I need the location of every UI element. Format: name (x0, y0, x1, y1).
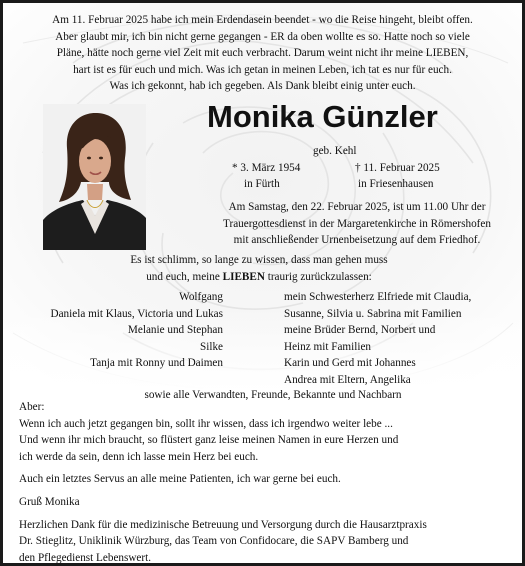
mourner-entry: Wolfgang (179, 291, 223, 303)
thanks-line: Dr. Stieglitz, Uniklinik Würzburg, das Team von Confidocare, die SAPV Bamberg und (19, 535, 409, 548)
service-line: Am Samstag, den 22. Februar 2025, ist um 11.00 Uhr der (228, 201, 486, 213)
thanks-line: Herzlichen Dank für die medizinische Betreuung und Versorgung durch die Hausarztpraxis (19, 518, 427, 531)
intro-line: hart ist es für euch und mich. Was ich getan in meinen Leben, ich tat es nur für euch. (73, 63, 452, 76)
closing-section (19, 399, 427, 566)
death-place: in Friesenhausen (358, 178, 434, 190)
service-line: mit anschließender Urnenbeisetzung auf dem Friedhof. (233, 234, 481, 247)
mourner-entry: Melanie und Stephan (127, 324, 223, 337)
mourner-entry: Silke (200, 340, 223, 353)
greeting: Gruß Monika (19, 495, 80, 508)
poem-line: Und wenn ihr mich braucht, so flüstert ganz leise meinen Namen in eure Herzen und (19, 434, 399, 447)
birth-date: * 3. März 1954 (232, 162, 301, 174)
intro-line: Aber glaubt mir, ich bin nicht gerne gegangen - ER da oben wollte es so. Hatte noch so viele (55, 30, 470, 43)
intro-text (3, 12, 522, 95)
death-date: † 11. Februar 2025 (355, 162, 440, 174)
intro-line: Was ich gekonnt, hab ich gegeben. Als Dank bleibt einig unter euch. (109, 80, 416, 93)
mourners-right-list (284, 289, 471, 389)
birth-place: in Fürth (244, 178, 280, 190)
deceased-name: Monika Günzler (207, 99, 438, 134)
poem-line: ich werde da sein, denn ich lasse mein Herz bei euch. (19, 450, 259, 463)
mourner-entry: Daniela mit Klaus, Victoria und Lukas (50, 307, 223, 320)
intro-line: Pläne, hätte noch gerne viel Zeit mit euch verbracht. Darum weint nicht ihr meine LIEBEN, (56, 47, 469, 60)
mourner-entry: mein Schwesterherz Elfriede mit Claudia, (284, 291, 472, 303)
service-info (181, 199, 525, 249)
mourner-entry: Tanja mit Ronny und Daimen (90, 357, 223, 370)
poem-line: Wenn ich auch jetzt gegangen bin, sollt ihr wissen, dass ich irgendwo weiter lebe ... (19, 417, 393, 430)
mourners-left-list (23, 289, 223, 372)
patients-line: Auch ein letztes Servus an alle meine Patienten, ich war gerne bei euch. (19, 473, 341, 486)
farewell-line: und euch, meine LIEBEN traurig zurückzulassen: (146, 270, 372, 283)
mourner-entry: meine Brüder Bernd, Norbert und (284, 324, 436, 337)
thanks-line: den Pflegedienst Lebenswert. (19, 551, 152, 564)
mourner-entry: Susanne, Silvia u. Sabrina mit Familien (284, 307, 462, 320)
mourner-entry: Heinz mit Familien (284, 340, 371, 353)
service-line: Trauergottesdienst in der Margaretenkirche in Römershofen (223, 217, 491, 230)
aber-label: Aber: (19, 401, 45, 413)
intro-line: Am 11. Februar 2025 habe ich mein Erdendasein beendet - wo die Reise hingeht, bleibt offen. (52, 14, 473, 26)
farewell-text (57, 252, 461, 285)
portrait-photo (43, 104, 146, 250)
farewell-line: Es ist schlimm, so lange zu wissen, dass man gehen muss (130, 254, 388, 266)
all-relatives-line: sowie alle Verwandten, Freunde, Bekannte und Nachbarn (144, 389, 402, 401)
mourner-entry: Andrea mit Eltern, Angelika (284, 373, 411, 386)
birth-name: geb. Kehl (313, 145, 357, 157)
mourner-entry: Karin und Gerd mit Johannes (284, 357, 416, 370)
